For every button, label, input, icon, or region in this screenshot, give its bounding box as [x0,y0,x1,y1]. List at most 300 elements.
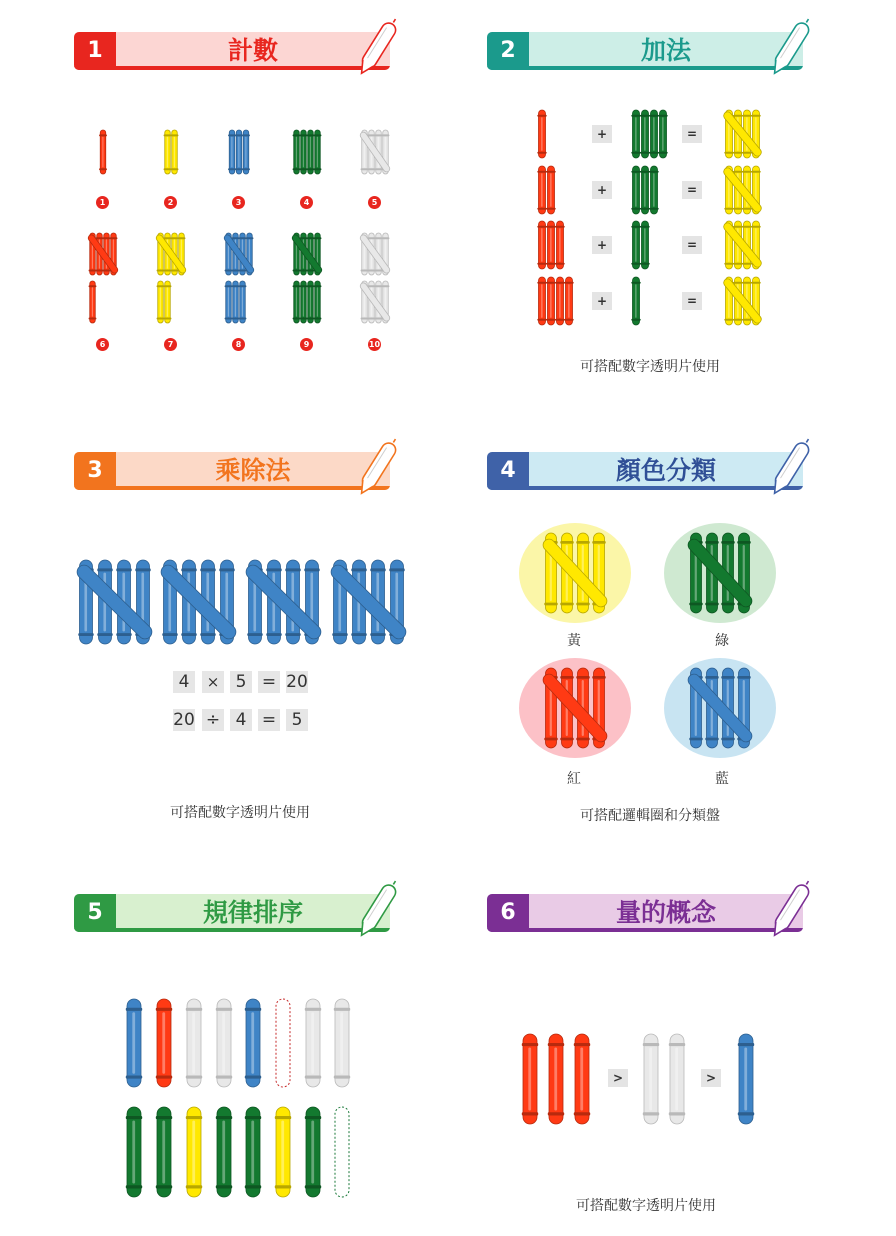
stick-band [216,1008,232,1011]
stick-band [200,568,215,571]
stick-band [738,1112,754,1115]
color-label-blue: 藍 [715,771,729,787]
stick-band [548,1112,564,1115]
stick-band [314,237,322,239]
stick-highlight [541,228,542,262]
stick-band [245,1076,261,1079]
count-number: 9 [300,338,313,351]
stick-band [89,270,97,272]
stick-band [171,134,179,136]
stick-highlight [559,228,560,262]
stick-band [522,1112,538,1115]
stick-band [560,738,573,741]
stick-band [216,1116,232,1119]
stick-highlight [228,287,229,316]
stick-band [705,541,718,544]
count-number: 4 [300,196,313,209]
stick-band [307,168,315,170]
plus-sign: + [592,125,612,143]
stick-band [751,226,760,228]
stick-band [247,633,262,636]
stick-band [164,270,172,272]
stick-highlight [541,284,542,318]
stick-band [162,633,177,636]
stick-highlight [310,287,311,316]
stick-band [544,603,557,606]
section-number: 5 [74,894,116,932]
counting-stick [338,572,399,632]
stick-band [537,226,546,228]
stick-band [266,633,281,636]
stick-band [293,270,301,272]
stick-band [375,318,383,320]
stick-highlight [251,1121,254,1184]
stick-band [239,270,247,272]
stick-band [78,633,93,636]
equation-cell: = [258,709,280,731]
stick-band [705,676,718,679]
stick-band [537,282,546,284]
muldiv-caption: 可搭配數字透明片使用 [170,805,310,821]
stick-band [368,285,376,287]
stick-highlight [550,228,551,262]
equation-cell: 5 [286,709,308,731]
stick-band [640,152,649,154]
color-label-green: 綠 [715,633,729,649]
stick-band [721,676,734,679]
stick-band [300,237,308,239]
stick-band [305,1008,321,1011]
stick-band [751,115,760,117]
stick-band [126,1185,142,1188]
stick-highlight [310,137,311,168]
stick-highlight [303,287,304,316]
stick-band [228,134,236,136]
stick-highlight [550,284,551,318]
stick-band [157,270,165,272]
stick-band [186,1116,202,1119]
stick-band [546,208,555,210]
stick-band [537,115,546,117]
stick-band [537,208,546,210]
stick-highlight [251,1012,254,1074]
stick-band [631,263,640,265]
stick-band [239,318,247,320]
stick-band [555,263,564,265]
stick-band [266,568,281,571]
stick-band [733,171,742,173]
stick-band [649,115,658,117]
stick-band [658,152,667,154]
stick-band [669,1112,685,1115]
stick-highlight [317,137,318,168]
stick-band [219,568,234,571]
stick-band [631,319,640,321]
stick-band [548,1043,564,1046]
stick-band [242,134,250,136]
equation-cell: 20 [173,710,195,730]
stick-highlight [744,1048,747,1111]
stick-band [742,208,751,210]
stick-band [375,237,383,239]
stick-band [546,263,555,265]
stick-band [537,152,546,154]
stick-band [643,1112,659,1115]
stick-highlight [102,137,103,168]
equation-cell: × [202,671,224,693]
greater-than-sign: > [608,1069,628,1087]
stick-band [89,285,97,287]
stick-band [522,1043,538,1046]
stick-band [246,237,254,239]
stick-band [368,318,376,320]
stick-band [368,270,376,272]
stick-band [181,633,196,636]
stick-highlight [92,287,93,316]
stick-band [126,1076,142,1079]
stick-band [334,1008,350,1011]
stick-band [724,319,733,321]
stick-highlight [222,1012,225,1074]
stick-highlight [162,1121,165,1184]
count-number: 8 [232,338,245,351]
stick-band [216,1076,232,1079]
stick-band [721,738,734,741]
stick-band [555,282,564,284]
stick-band [733,115,742,117]
section-title: 量的概念 [615,898,716,927]
stick-band [181,568,196,571]
stick-highlight [550,173,551,207]
stick-band [705,738,718,741]
stick-band [576,603,589,606]
equation-cell: ÷ [202,709,224,731]
stick-highlight [635,117,636,151]
stick-band [546,282,555,284]
stick-band [382,237,390,239]
stick-band [228,168,236,170]
equation-cell: 20 [286,672,308,692]
stick-band [164,237,172,239]
stick-band [751,171,760,173]
stick-band [724,208,733,210]
equals-sign: = [682,292,702,310]
stick-highlight [653,173,654,207]
plus-sign: + [592,181,612,199]
count-number: 2 [164,196,177,209]
stick-highlight [554,1048,557,1111]
stick-band [232,270,240,272]
stick-highlight [635,173,636,207]
empty-stick-slot [335,1107,349,1197]
stick-band [239,237,247,239]
stick-band [721,541,734,544]
stick-band [89,318,97,320]
stick-band [307,318,315,320]
stick-band [245,1116,261,1119]
stick-band [574,1043,590,1046]
section-title: 乘除法 [215,456,291,485]
stick-band [334,1076,350,1079]
stick-band [245,1008,261,1011]
equals-sign: = [682,181,702,199]
stick-band [293,285,301,287]
stick-band [361,318,369,320]
stick-highlight [541,117,542,151]
stick-band [382,134,390,136]
stick-highlight [340,1012,343,1074]
stick-band [285,633,300,636]
stick-band [156,1008,172,1011]
stick-band [242,168,250,170]
stick-highlight [231,137,232,168]
stick-band [669,1043,685,1046]
equation-cell: 4 [230,709,252,731]
stick-highlight [192,1121,195,1184]
equation-cell: 4 [173,671,195,693]
stick-band [103,270,111,272]
stick-band [742,152,751,154]
stick-band [275,1185,291,1188]
stick-band [649,152,658,154]
stick-highlight [580,1048,583,1111]
stick-highlight [132,1121,135,1184]
count-number: 7 [164,338,177,351]
stick-band [640,263,649,265]
stick-band [186,1185,202,1188]
stick-band [631,152,640,154]
stick-band [314,318,322,320]
stick-band [186,1008,202,1011]
stick-highlight [528,1048,531,1111]
equals-sign: = [682,236,702,254]
stick-band [300,285,308,287]
stick-band [640,226,649,228]
plus-sign: + [592,236,612,254]
stick-highlight [296,287,297,316]
stick-band [689,738,702,741]
stick-band [178,237,186,239]
stick-highlight [644,117,645,151]
stick-band [97,633,112,636]
stick-band [96,237,104,239]
stick-band [631,226,640,228]
stick-band [156,1076,172,1079]
stick-band [631,282,640,284]
stick-highlight [644,228,645,262]
stick-highlight [653,117,654,151]
stick-band [546,319,555,321]
stick-band [389,568,404,571]
stick-band [157,285,165,287]
stick-band [368,237,376,239]
stick-band [537,263,546,265]
stick-highlight [559,284,560,318]
stick-band [164,134,172,136]
section-title: 計數 [227,36,278,65]
stick-band [293,318,301,320]
stick-band [99,168,107,170]
stick-band [225,270,233,272]
stick-band [705,603,718,606]
stick-band [235,168,243,170]
counting-stick [84,572,145,632]
stick-band [733,319,742,321]
stick-band [332,633,347,636]
count-number: 3 [232,196,245,209]
stick-highlight [238,137,239,168]
stick-highlight [662,117,663,151]
stick-band [742,282,751,284]
stick-band [631,115,640,117]
stick-highlight [167,287,168,316]
stick-band [544,738,557,741]
stick-band [293,134,301,136]
stick-band [300,270,308,272]
section-number: 6 [487,894,529,932]
stick-band [126,1116,142,1119]
section-number: 4 [487,452,529,490]
section-number: 2 [487,32,529,70]
stick-band [126,1008,142,1011]
stick-band [564,282,573,284]
stick-band [103,237,111,239]
equals-sign: = [682,125,702,143]
stick-band [216,1185,232,1188]
stick-band [156,1185,172,1188]
stick-band [631,208,640,210]
stick-highlight [167,137,168,168]
stick-band [742,263,751,265]
stick-band [537,319,546,321]
stick-band [560,541,573,544]
stick-highlight [635,284,636,318]
stick-band [171,237,179,239]
stick-band [724,152,733,154]
stick-band [737,541,750,544]
stick-highlight [222,1121,225,1184]
stick-band [631,171,640,173]
stick-highlight [311,1012,314,1074]
stick-highlight [317,287,318,316]
stick-band [275,1116,291,1119]
stick-band [300,318,308,320]
stick-highlight [541,173,542,207]
stick-highlight [160,287,161,316]
stick-band [225,285,233,287]
counting-stick [253,572,314,632]
stick-band [110,237,118,239]
stick-band [733,208,742,210]
stick-band [742,171,751,173]
section-title: 加法 [640,36,691,65]
stick-band [164,318,172,320]
count-number: 6 [96,338,109,351]
empty-stick-slot [276,999,290,1087]
count-number: 5 [368,196,381,209]
stick-band [560,603,573,606]
stick-highlight [296,137,297,168]
stick-highlight [675,1048,678,1111]
stick-band [574,1112,590,1115]
stick-band [368,134,376,136]
stick-band [555,319,564,321]
stick-band [305,1076,321,1079]
stick-highlight [245,137,246,168]
stick-band [97,568,112,571]
stick-band [375,270,383,272]
section-number: 3 [74,452,116,490]
stick-band [751,282,760,284]
stick-band [361,270,369,272]
stick-band [300,134,308,136]
stick-band [658,115,667,117]
stick-band [285,568,300,571]
stick-highlight [192,1012,195,1074]
stick-band [649,208,658,210]
stick-band [232,237,240,239]
stick-band [737,676,750,679]
stick-band [592,541,605,544]
stick-band [351,633,366,636]
stick-highlight [644,173,645,207]
stick-band [560,676,573,679]
stick-band [555,226,564,228]
stick-band [537,171,546,173]
stick-band [156,1116,172,1119]
stick-highlight [635,228,636,262]
stick-band [742,319,751,321]
section-number: 1 [74,32,116,70]
stick-band [375,285,383,287]
stick-band [307,237,315,239]
stick-band [293,168,301,170]
stick-band [733,282,742,284]
stick-band [116,633,131,636]
stick-band [649,171,658,173]
stick-band [640,208,649,210]
stick-band [314,168,322,170]
section-title: 顏色分類 [615,456,716,485]
stick-band [96,270,104,272]
stick-band [164,168,172,170]
stick-band [235,134,243,136]
stick-highlight [303,137,304,168]
stick-band [564,319,573,321]
stick-band [305,1185,321,1188]
stick-band [546,226,555,228]
stick-band [733,152,742,154]
stick-band [116,568,131,571]
stick-band [135,568,150,571]
sorting-caption: 可搭配邏輯圈和分類盤 [580,808,720,824]
stick-band [724,263,733,265]
stick-band [157,318,165,320]
section-title: 規律排序 [202,898,303,927]
stick-highlight [649,1048,652,1111]
stick-band [361,168,369,170]
stick-band [733,263,742,265]
stick-band [99,134,107,136]
stick-highlight [174,137,175,168]
stick-band [171,168,179,170]
quantity-caption: 可搭配數字透明片使用 [576,1198,716,1214]
stick-highlight [311,1121,314,1184]
equation-cell: = [258,671,280,693]
stick-band [370,633,385,636]
counting-stick [168,572,229,632]
stick-band [375,168,383,170]
